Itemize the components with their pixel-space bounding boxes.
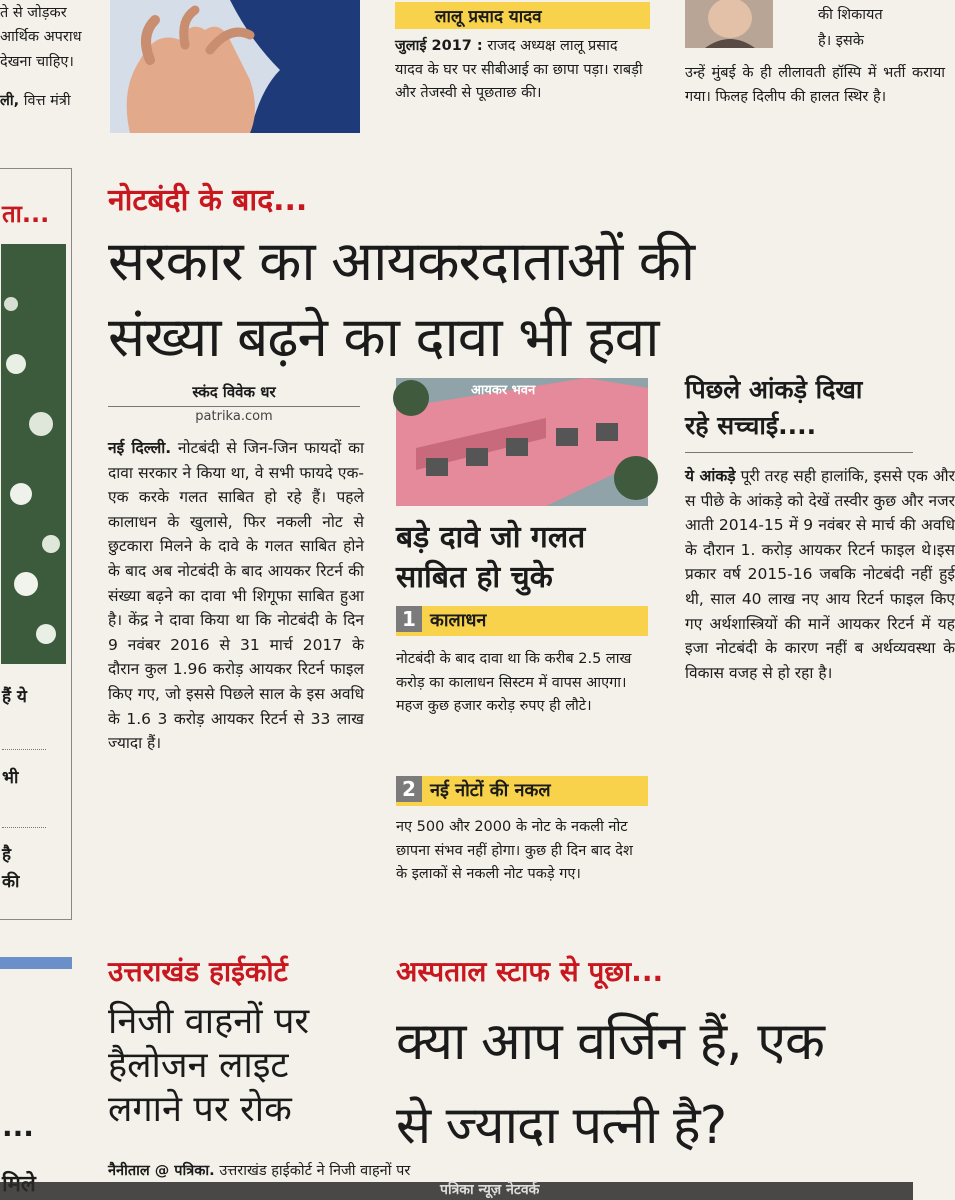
left-divider-2 (2, 827, 46, 828)
hospital-byline: पत्रिका न्यूज़ नेटवर्क (440, 1182, 540, 1198)
left-frag-4: की (2, 872, 20, 892)
left-box-head: ता... (2, 200, 50, 228)
top-mid-body: राजद अध्यक्ष लालू प्रसाद यादव के घर पर सीबीआई का छापा पड़ा। राबड़ी और तेजस्वी से पूछताछ की। (395, 38, 643, 101)
top-left-quote (0, 0, 110, 130)
right-body (685, 464, 955, 685)
quote-line-1: ते से जोड़कर (0, 5, 67, 21)
left-box (0, 168, 72, 920)
claim-1-number: 1 (396, 606, 422, 632)
hospital-headline-2: से ज्यादा पत्नी है? (396, 1096, 727, 1156)
claim-1-label (396, 606, 648, 636)
hospital-kicker: अस्पताल स्टाफ से पूछा... (396, 955, 664, 988)
right-lead: ये आंकड़े (685, 467, 736, 485)
right-title-rule (685, 452, 913, 453)
dilip-photo (685, 0, 773, 48)
top-mid-text (395, 35, 650, 106)
quote-credit (0, 90, 71, 114)
right-title-1: पिछले आंकड़े दिखा (685, 375, 863, 404)
building-sign: आयकर भवन (471, 383, 536, 398)
minister-photo-art (110, 0, 360, 133)
main-body (108, 436, 364, 756)
flowers-photo-art (1, 244, 66, 664)
main-headline-2: संख्या बढ़ने का दावा भी हवा (108, 305, 659, 369)
main-kicker: नोटबंदी के बाद... (108, 183, 308, 218)
claim-2-label (396, 776, 648, 806)
top-mid-item (395, 2, 650, 106)
left-frag-3: है (2, 845, 12, 865)
claim-1-title: कालाधन (430, 610, 487, 631)
hospital-headline-1: क्या आप वर्जिन हैं, एक (396, 1012, 824, 1072)
left-frag-5: ... (2, 1110, 34, 1143)
income-tax-building-photo (396, 378, 648, 506)
right-body-text: पूरी तरह सही हालांकि, इससे एक और स पीछे के आंकड़े को देखें तस्वीर कुछ और नजर आती 2014-15 में 9 नवंबर से मार्च की अवधि के दौरान 1. करोड़ आयकर रिटर्न फाइल थे।इस प्रकार वर्ष 2015-16 जबकि नोटबंदी नहीं हुई थी, साल 40 लाख नए आय रिटर्न फाइल किए गए अर्थशास्त्रियों की मानें आयकर रिटर्न में यह इजा नोटबंदी के कारण नहीं ब अर्थव्यवस्था के विकास वजह से हो रहा है। (685, 467, 955, 682)
top-right-line-2: है। इसके (818, 33, 864, 49)
dilip-photo-art (685, 0, 773, 48)
source-label: patrika.com (195, 409, 273, 424)
sidebar-title: बड़े दावे जो गलत साबित हो चुके (396, 520, 586, 595)
top-mid-date: जुलाई 2017 : (395, 38, 483, 54)
main-body-text: नोटबंदी से जिन-जिन फायदों का दावा सरकार ने किया था, वे सभी फायदे एक-एक करके गलत साबित हो रहे हैं। पहले कालाधन के खुलासे, फिर नकली नोट से छुटकारा मिलने के दावे के गलत साबित होने के बाद अब नोटबंदी के बाद आयकर रिटर्न की संख्या बढ़ने का दावा भी शिगूफा साबित हुआ है। केंद्र ने दावा किया था कि नोटबंदी के दिन 9 नवंबर 2016 से 31 मार्च 2017 के दौरान कुल 1.96 करोड़ आयकर रिटर्न फाइल किए गए, जो इससे पिछले साल के इस अवधि के 1.6 3 करोड़ आयकर रिटर्न से 33 लाख ज्यादा हैं। (108, 439, 364, 753)
top-mid-label: लालू प्रसाद यादव (395, 2, 650, 29)
top-right-body: उन्हें मुंबई के ही लीलावती हॉस्पि में भर्ती कराया गया। फिलह दिलीप की हालत स्थिर है। (685, 65, 945, 105)
credit-role: वित्त मंत्री (23, 93, 71, 109)
byline-rule (108, 406, 360, 407)
claim-2-title: नई नोटों की नकल (430, 780, 551, 801)
hc-body (108, 1160, 411, 1184)
hc-dateline: नैनीताल @ पत्रिका. (108, 1163, 215, 1179)
quote-line-3: देखना चाहिए। (0, 54, 74, 70)
byline: स्कंद विवेक धर (192, 383, 276, 401)
credit-name: ली, (0, 93, 20, 109)
left-divider-1 (2, 749, 46, 750)
claim-2-number: 2 (396, 776, 422, 802)
hc-headline: निजी वाहनों पर हैलोजन लाइट लगाने पर रोक (108, 1001, 310, 1130)
left-frag-1: हैं ये (2, 687, 27, 707)
claim-2-text: नए 500 और 2000 के नोट के नकली नोट छापना संभव नहीं होगा। कुछ ही दिन बाद देश के इलाकों से नकली नोट पकड़े गए। (396, 819, 633, 882)
main-dateline: नई दिल्ली. (108, 439, 172, 457)
minister-photo (110, 0, 360, 133)
claim-1-text: नोटबंदी के बाद दावा था कि करीब 2.5 लाख करोड़ का कालाधन सिस्टम में वापस आएगा। महज कुछ हजार करोड़ रुपए ही लौटे। (396, 651, 632, 714)
right-title-2: रहे सच्चाई.... (685, 411, 817, 440)
main-headline-1: सरकार का आयकरदाताओं की (108, 229, 695, 293)
left-box-photo (1, 244, 66, 664)
left-blue-bar (0, 957, 72, 969)
top-right-line-1: की शिकायत (818, 7, 883, 23)
hc-kicker: उत्तराखंड हाईकोर्ट (108, 955, 288, 988)
hc-body-text: उत्तराखंड हाईकोर्ट ने निजी वाहनों पर (219, 1163, 411, 1179)
quote-line-2: आर्थिक अपराध (0, 29, 82, 45)
left-frag-2: भी (2, 768, 19, 788)
